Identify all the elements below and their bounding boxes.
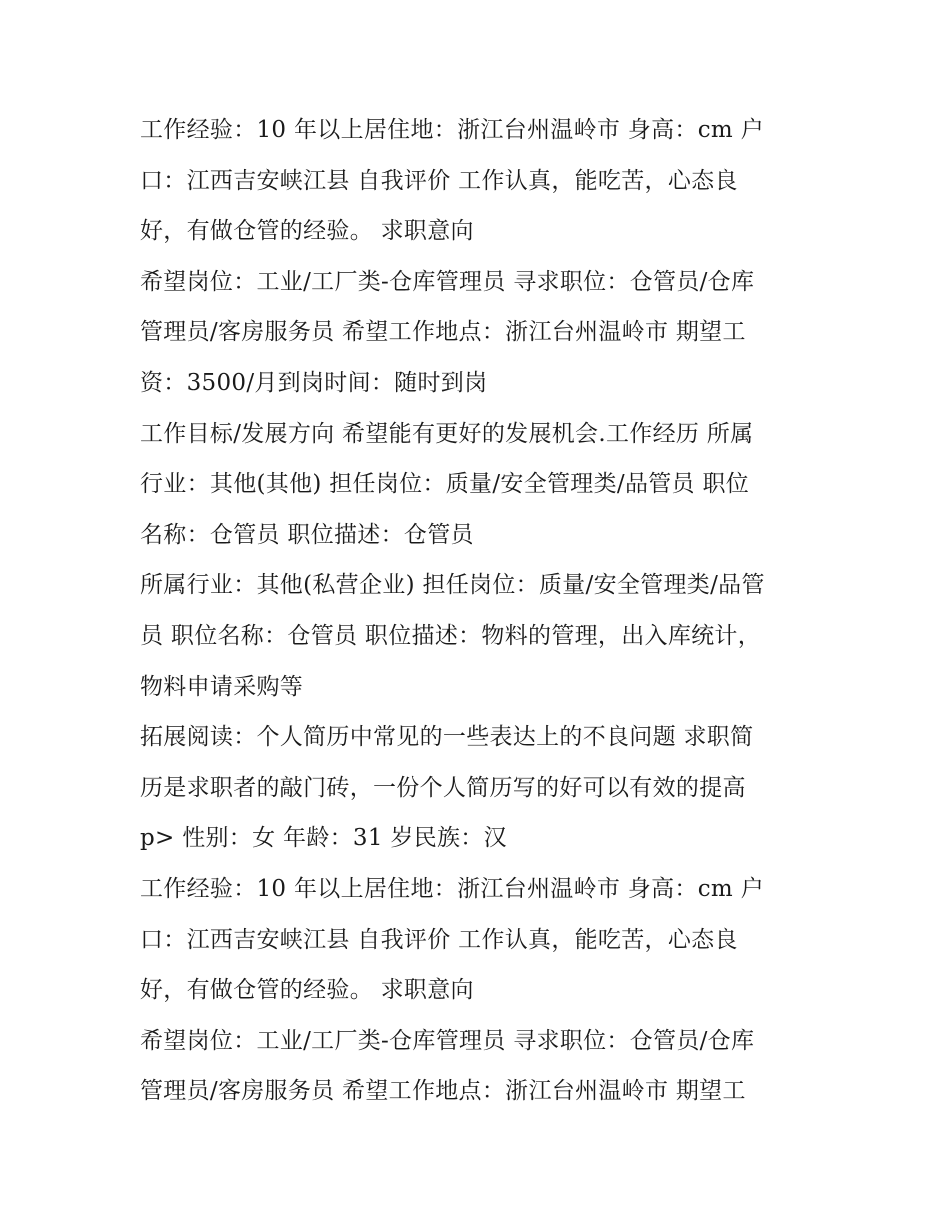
document-page	[140, 105, 840, 1117]
text-line: 口：江西吉安峡江县 自我评价 工作认真，能吃苦，心态良	[140, 926, 738, 953]
text-line: 好，有做仓管的经验。 求职意向	[140, 218, 474, 245]
text-line: 所属行业：其他(私营企业) 担任岗位：质量/安全管理类/品管	[140, 572, 765, 599]
text-line: 管理员/客房服务员 希望工作地点：浙江台州温岭市 期望工	[140, 1078, 746, 1105]
text-line: 拓展阅读：个人简历中常见的一些表达上的不良问题 求职简	[140, 724, 754, 751]
text-line: 希望岗位：工业/工厂类-仓库管理员 寻求职位：仓管员/仓库	[140, 1027, 755, 1054]
text-line: 资：3500/月到岗时间：随时到岗	[140, 369, 488, 396]
text-line: 口：江西吉安峡江县 自我评价 工作认真，能吃苦，心态良	[140, 167, 738, 194]
text-line: 员 职位名称：仓管员 职位描述：物料的管理，出入库统计，	[140, 622, 762, 649]
text-line: 好，有做仓管的经验。 求职意向	[140, 977, 474, 1004]
text-line: 工作经验：10 年以上居住地：浙江台州温岭市 身高：cm 户	[140, 875, 764, 902]
text-line: 历是求职者的敲门砖，一份个人简历写的好可以有效的提高	[140, 774, 746, 801]
text-line: 工作经验：10 年以上居住地：浙江台州温岭市 身高：cm 户	[140, 117, 764, 143]
text-line: 名称：仓管员 职位描述：仓管员	[140, 521, 474, 548]
text-line: 行业：其他(其他) 担任岗位：质量/安全管理类/品管员 职位	[140, 471, 750, 498]
text-line: 希望岗位：工业/工厂类-仓库管理员 寻求职位：仓管员/仓库	[140, 268, 755, 295]
text-line: 工作目标/发展方向 希望能有更好的发展机会.工作经历 所属	[140, 420, 754, 447]
text-line: 管理员/客房服务员 希望工作地点：浙江台州温岭市 期望工	[140, 319, 746, 346]
text-line: 物料申请采购等	[140, 673, 304, 700]
text-line: p> 性别：女 年龄：31 岁民族：汉	[140, 825, 507, 852]
